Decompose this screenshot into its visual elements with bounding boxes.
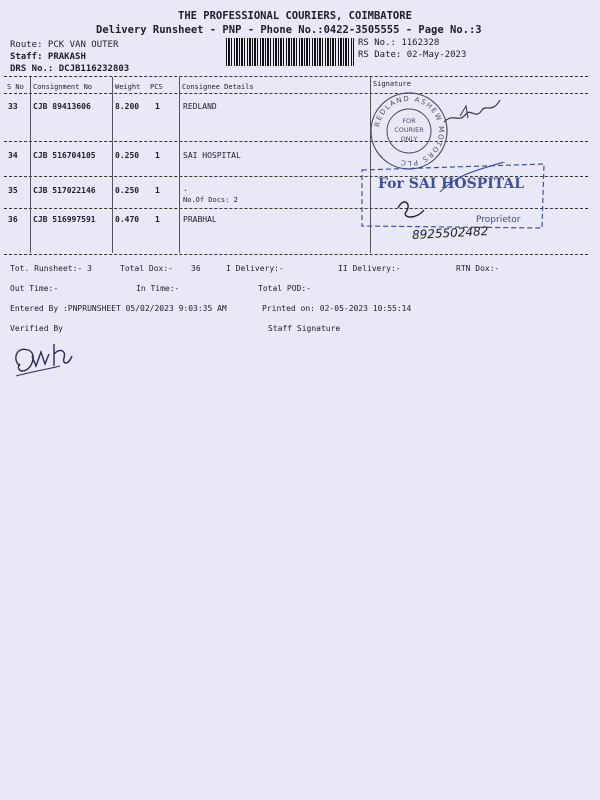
stamp-line-1: FOR — [402, 117, 416, 125]
header-consignee: Consignee Details — [182, 83, 254, 91]
table-row-consignee: SAI HOSPITAL — [183, 151, 241, 160]
hospital-stamp — [360, 162, 546, 230]
table-row-consignment: CJB 89413606 — [33, 102, 91, 111]
barcode — [226, 38, 354, 66]
rs-date: RS Date: 02-May-2023 — [358, 50, 467, 60]
table-row-pcs: 1 — [155, 215, 160, 224]
row-divider — [4, 141, 588, 142]
rtn-dox: RTN Dox:- — [456, 264, 500, 273]
stamp-line-3: ONLY — [400, 135, 418, 143]
table-row-sno: 36 — [8, 215, 18, 224]
table-row-sno: 33 — [8, 102, 18, 111]
header-weight: Weight — [115, 83, 141, 91]
table-row-weight: 8.200 — [115, 102, 140, 111]
staff-label: Staff: PRAKASH — [10, 52, 86, 62]
in-time: In Time:- — [136, 284, 180, 293]
i-delivery: I Delivery:- — [226, 264, 284, 273]
verified-by: Verified By — [10, 324, 63, 333]
table-row-pcs: 1 — [155, 186, 160, 195]
company-title: THE PROFESSIONAL COURIERS, COIMBATORE — [178, 10, 412, 22]
table-row-consignment: CJB 517022146 — [33, 186, 96, 195]
table-row-consignee: REDLAND — [183, 102, 217, 111]
header-sno: S No — [7, 83, 24, 91]
table-row-weight: 0.250 — [115, 186, 140, 195]
rs-number: RS No.: 1162328 — [358, 38, 440, 48]
table-row-consignment: CJB 516704105 — [33, 151, 96, 160]
ii-delivery: II Delivery:- — [338, 264, 401, 273]
stamp-ring-text: REDLAND ASHEW MOTORS PLC — [373, 94, 446, 168]
out-time: Out Time:- — [10, 284, 59, 293]
entered-by: Entered By :PNPRUNSHEET 05/02/2023 9:03:35 AM — [10, 304, 227, 313]
table-row-weight: 0.470 — [115, 215, 140, 224]
total-pod: Total POD:- — [258, 284, 311, 293]
table-row-sno: 34 — [8, 151, 18, 160]
drs-number: DRS No.: DCJB116232803 — [10, 64, 130, 74]
table-row-pcs: 1 — [155, 151, 160, 160]
stamp-line-2: COURIER — [394, 126, 424, 134]
stamp-proprietor: Proprietor — [476, 215, 521, 225]
header-consignment: Consignment No — [33, 83, 93, 91]
table-row-consignee: . — [183, 184, 188, 193]
table-row-consignment: CJB 516997591 — [33, 215, 96, 224]
route-label: Route: PCK VAN OUTER — [10, 40, 119, 50]
handwritten-phone: 8925502482 — [411, 224, 489, 242]
column-divider — [179, 77, 180, 253]
column-divider — [30, 77, 31, 253]
runsheet-subtitle: Delivery Runsheet - PNP - Phone No.:0422-3505555 - Page No.:3 — [96, 24, 482, 36]
column-divider — [112, 77, 113, 253]
table-row-weight: 0.250 — [115, 151, 140, 160]
stamp-hospital-title: For SAI HOSPITAL — [378, 176, 525, 192]
total-dox-label: Total Dox:- — [120, 264, 173, 273]
header-pcs: PCS — [150, 83, 163, 91]
table-bottom-rule — [4, 254, 588, 255]
tot-runsheet: Tot. Runsheet:- 3 — [10, 264, 92, 273]
table-row-consignee: PRABHAL — [183, 215, 217, 224]
printed-on: Printed on: 02-05-2023 10:55:14 — [262, 304, 412, 313]
table-row-note: No.Of Docs: 2 — [183, 196, 238, 204]
verified-signature — [10, 336, 84, 380]
table-row-sno: 35 — [8, 186, 18, 195]
company-round-stamp — [368, 90, 450, 172]
table-top-rule — [4, 76, 588, 77]
staff-signature: Staff Signature — [268, 324, 341, 333]
header-signature: Signature — [373, 80, 411, 88]
table-row-pcs: 1 — [155, 102, 160, 111]
total-dox-value: 36 — [191, 264, 201, 273]
signature-scribble — [440, 94, 506, 128]
